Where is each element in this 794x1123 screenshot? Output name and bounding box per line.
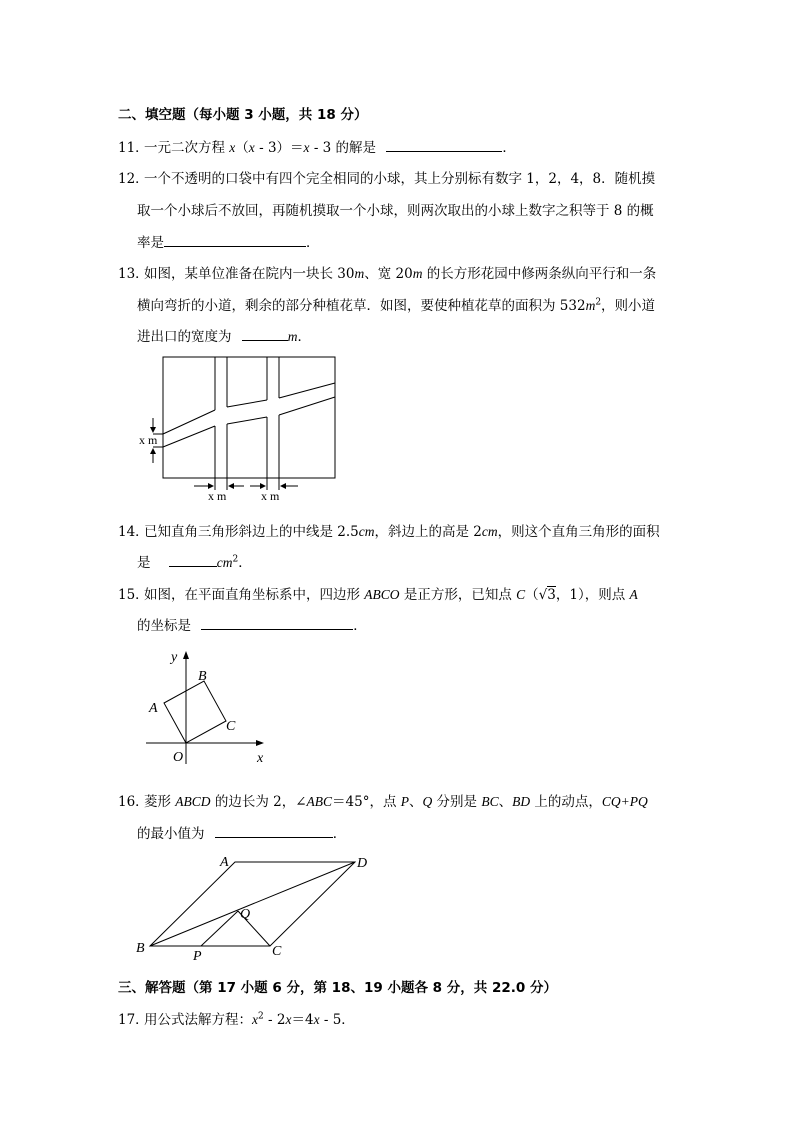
unit: m bbox=[585, 298, 596, 313]
text: 、 bbox=[409, 794, 423, 810]
question-number: 14． bbox=[118, 524, 149, 540]
text: 的坐标是 bbox=[137, 618, 191, 634]
question-13-line2 bbox=[137, 294, 655, 314]
text: - 3 的解是 bbox=[309, 140, 377, 156]
answer-blank[interactable] bbox=[169, 552, 217, 567]
question-12-line2: 取一个小球后不放回，再随机摸取一个小球，则两次取出的小球上数字之积等于 8 的概 bbox=[137, 203, 654, 219]
superscript: 2 bbox=[258, 1011, 264, 1022]
point-P: P bbox=[193, 949, 202, 964]
diagonal-BD bbox=[150, 862, 355, 946]
text: 上的动点， bbox=[530, 794, 602, 810]
point-B: B bbox=[198, 669, 207, 684]
unit: m bbox=[412, 266, 423, 281]
var: BD bbox=[512, 794, 531, 809]
coordinate-figure bbox=[140, 642, 280, 768]
var: x bbox=[303, 140, 310, 155]
dim-label: x m bbox=[261, 489, 280, 503]
arrow-head bbox=[228, 483, 234, 489]
var: ABC bbox=[306, 794, 333, 809]
section-heading: 三、解答题（第 17 小题 6 分，第 18、19 小题各 8 分，共 22.0 分） bbox=[118, 980, 557, 996]
var: x bbox=[252, 1012, 258, 1027]
question-14-line2 bbox=[137, 551, 252, 571]
text: ，则小道 bbox=[601, 298, 656, 314]
text: ，1），则点 bbox=[555, 587, 630, 603]
path-edge bbox=[227, 400, 267, 407]
garden-outline bbox=[163, 357, 335, 478]
point-C: C bbox=[272, 944, 282, 959]
var: x bbox=[285, 1012, 292, 1027]
unit: cm bbox=[216, 555, 233, 570]
unit: m bbox=[287, 329, 298, 344]
var: P bbox=[400, 794, 410, 809]
text: 率是 bbox=[137, 235, 164, 251]
text: 是正方形，已知点 bbox=[399, 587, 517, 603]
section-heading: 二、填空题（每小题 3 小题，共 18 分） bbox=[118, 107, 368, 123]
text: 、宽 20 bbox=[364, 266, 413, 282]
question-17 bbox=[118, 1008, 355, 1028]
question-number: 12． bbox=[118, 171, 149, 187]
garden-figure bbox=[132, 350, 352, 506]
arrow-head bbox=[256, 740, 264, 746]
question-11 bbox=[118, 136, 516, 156]
text: ，则这个直角三角形的面积 bbox=[497, 524, 660, 540]
path-edge bbox=[163, 410, 215, 434]
arrow-head bbox=[280, 483, 286, 489]
text: ． bbox=[297, 329, 312, 345]
question-14-line1 bbox=[118, 520, 660, 540]
text: ． bbox=[502, 140, 516, 156]
arrow-head bbox=[150, 448, 156, 454]
answer-blank[interactable] bbox=[201, 615, 353, 630]
segment-PQ bbox=[201, 911, 238, 946]
question-number: 17． bbox=[118, 1012, 149, 1028]
var: C bbox=[516, 587, 526, 602]
text: 已知直角三角形斜边上的中线是 2.5 bbox=[144, 524, 359, 540]
path-edge bbox=[163, 426, 215, 447]
var: x bbox=[313, 1012, 320, 1027]
question-number: 15． bbox=[118, 587, 149, 603]
text: 是 bbox=[137, 555, 151, 571]
answer-blank[interactable] bbox=[386, 137, 502, 152]
text: （ bbox=[235, 140, 249, 156]
question-number: 13． bbox=[118, 266, 149, 282]
text: 进出口的宽度为 bbox=[137, 329, 232, 345]
text: ． bbox=[353, 618, 367, 634]
point-B: B bbox=[136, 941, 145, 956]
text: 如图，某单位准备在院内一块长 30 bbox=[144, 266, 355, 282]
point-C: C bbox=[226, 719, 236, 734]
answer-blank[interactable] bbox=[215, 823, 333, 838]
superscript: 2 bbox=[232, 554, 239, 565]
dim-label: x m bbox=[208, 489, 227, 503]
answer-blank[interactable] bbox=[242, 326, 288, 341]
arrow-head bbox=[183, 651, 189, 659]
var: BC bbox=[481, 794, 499, 809]
text: 的最小值为 bbox=[137, 826, 205, 842]
point-D: D bbox=[357, 856, 368, 871]
path-edge bbox=[227, 417, 267, 424]
var: ABCO bbox=[364, 587, 400, 602]
text: 如图，在平面直角坐标系中，四边形 bbox=[144, 587, 365, 603]
question-number: 11． bbox=[118, 140, 149, 156]
question-16-line1 bbox=[118, 790, 648, 810]
text: 横向弯折的小道，剩余的部分种植花草．如图，要使种植花草的面积为 532 bbox=[137, 298, 586, 314]
text: （ bbox=[525, 587, 539, 603]
unit: cm bbox=[481, 524, 498, 539]
question-12-line1 bbox=[118, 167, 655, 187]
text: ． bbox=[306, 235, 320, 251]
text: ． bbox=[238, 555, 252, 571]
text: 用公式法解方程： bbox=[144, 1012, 252, 1028]
point-A: A bbox=[149, 701, 158, 716]
unit: cm bbox=[358, 524, 375, 539]
question-15-line2 bbox=[137, 614, 367, 634]
text: 一元二次方程 bbox=[144, 140, 230, 156]
question-number: 16． bbox=[118, 794, 149, 810]
text: 、 bbox=[498, 794, 513, 810]
question-13-line3 bbox=[137, 325, 311, 345]
axis-label-x: x bbox=[257, 751, 264, 766]
radicand: 3 bbox=[547, 587, 556, 603]
answer-blank[interactable] bbox=[164, 232, 306, 247]
var: x bbox=[248, 140, 255, 155]
var: CQ+PQ bbox=[601, 794, 648, 809]
var: ABCD bbox=[175, 794, 211, 809]
dim-label: x m bbox=[139, 433, 158, 447]
text: - 3）＝ bbox=[254, 140, 304, 156]
sqrt-symbol: √ bbox=[538, 587, 548, 603]
question-16-line2 bbox=[137, 822, 346, 842]
path-edge bbox=[279, 383, 335, 398]
var: A bbox=[629, 587, 638, 602]
question-13-line1 bbox=[118, 262, 656, 282]
point-Q: Q bbox=[240, 907, 251, 922]
square-ABCO bbox=[164, 681, 226, 743]
text: ． bbox=[332, 826, 347, 842]
text: 菱形 bbox=[144, 794, 176, 810]
question-15-line1 bbox=[118, 583, 638, 603]
rhombus-figure bbox=[130, 848, 380, 964]
superscript: 2 bbox=[595, 297, 602, 308]
text: 的长方形花园中修两条纵向平行和一条 bbox=[422, 266, 657, 282]
text: 的边长为 2，∠ bbox=[210, 794, 307, 810]
var: x bbox=[229, 140, 236, 155]
text: 分别是 bbox=[432, 794, 482, 810]
text: ，斜边上的高是 2 bbox=[374, 524, 482, 540]
text: - 2 bbox=[263, 1012, 286, 1028]
unit: m bbox=[354, 266, 365, 281]
point-O: O bbox=[173, 750, 184, 765]
var: Q bbox=[422, 794, 433, 809]
text: ＝45°，点 bbox=[332, 794, 401, 810]
text: ＝4 bbox=[291, 1012, 314, 1028]
point-A: A bbox=[220, 855, 229, 870]
question-12-line3 bbox=[137, 231, 320, 251]
text: 一个不透明的口袋中有四个完全相同的小球，其上分别标有数字 1，2，4，8．随机摸 bbox=[144, 171, 656, 187]
path-edge bbox=[279, 397, 335, 415]
axis-label-y: y bbox=[171, 650, 178, 665]
text: - 5． bbox=[319, 1012, 355, 1028]
